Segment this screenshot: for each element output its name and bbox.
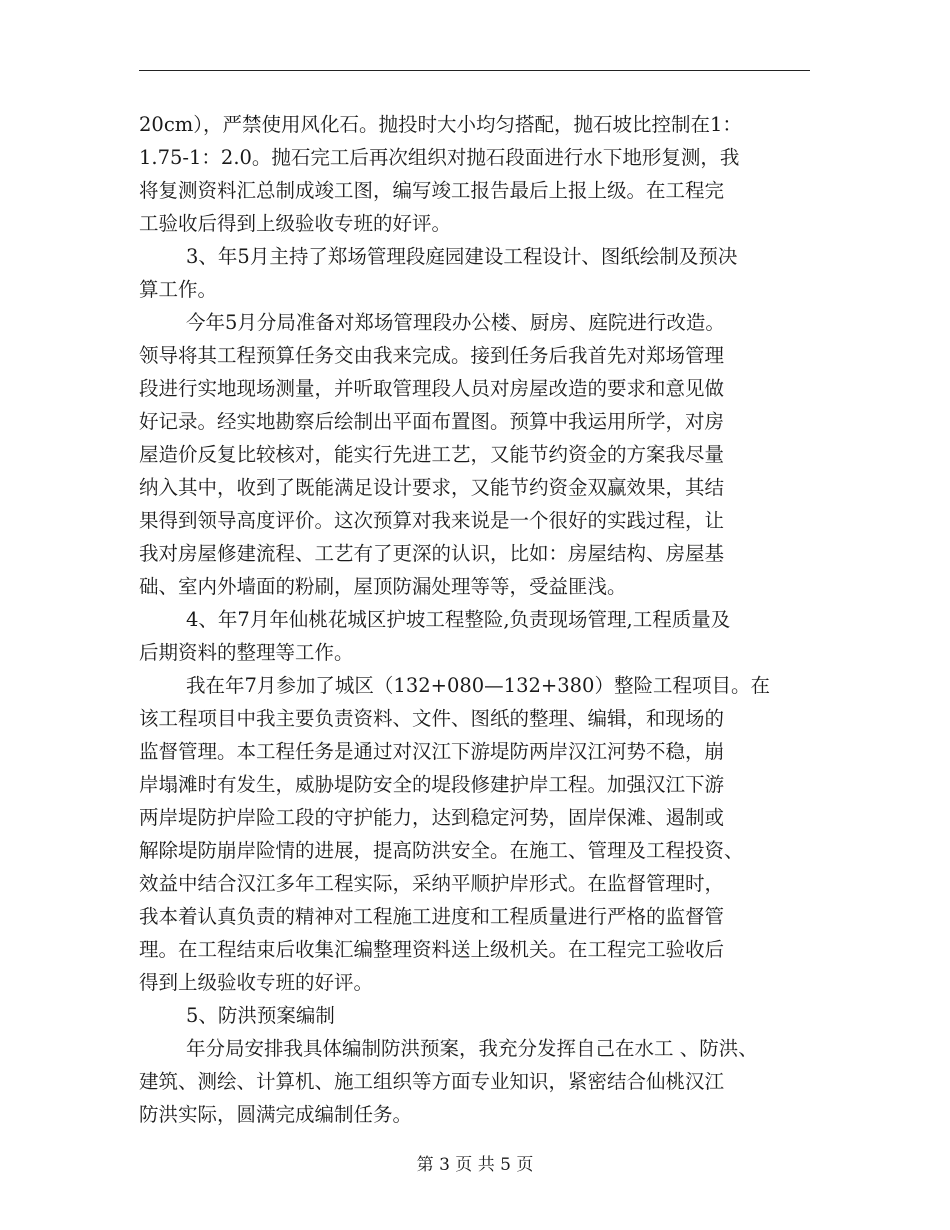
text-line: 监督管理。本工程任务是通过对汉江下游堤防两岸汉江河势不稳，崩 [139, 740, 725, 763]
text-line: 工验收后得到上级验收专班的好评。 [139, 212, 452, 235]
text-line: 今年5月分局准备对郑场管理段办公楼、厨房、庭院进行改造。 [186, 311, 725, 334]
text-line: 算工作。 [139, 278, 218, 301]
text-line: 得到上级验收专班的好评。 [139, 971, 374, 994]
text-line: 领导将其工程预算任务交由我来完成。接到任务后我首先对郑场管理 [139, 344, 725, 367]
text-line: 4、年7月年仙桃花城区护坡工程整险,负责现场管理,工程质量及 [186, 608, 731, 631]
header-rule [139, 70, 810, 71]
text-line: 该工程项目中我主要负责资料、文件、图纸的整理、编辑，和现场的 [139, 707, 725, 730]
text-line: 屋造价反复比较核对，能实行先进工艺，又能节约资金的方案我尽量 [139, 443, 725, 466]
text-line: 两岸堤防护岸险工段的守护能力，达到稳定河势，固岸保滩、遏制或 [139, 806, 725, 829]
text-line: 我本着认真负责的精神对工程施工进度和工程质量进行严格的监督管 [139, 905, 725, 928]
text-line: 将复测资料汇总制成竣工图，编写竣工报告最后上报上级。在工程完 [139, 179, 725, 202]
text-line: 段进行实地现场测量，并听取管理段人员对房屋改造的要求和意见做 [139, 377, 725, 400]
text-line: 解除堤防崩岸险情的进展，提高防洪安全。在施工、管理及工程投资、 [139, 839, 744, 862]
text-line: 年分局安排我具体编制防洪预案，我充分发挥自己在水工 、防洪、 [186, 1037, 758, 1060]
text-line: 纳入其中，收到了既能满足设计要求，又能节约资金双赢效果，其结 [139, 476, 725, 499]
text-line: 理。在工程结束后收集汇编整理资料送上级机关。在工程完工验收后 [139, 938, 725, 961]
text-line: 我对房屋修建流程、工艺有了更深的认识，比如：房屋结构、房屋基 [139, 542, 725, 565]
document-body [139, 108, 819, 1131]
text-line: 岸塌滩时有发生，威胁堤防安全的堤段修建护岸工程。加强汉江下游 [139, 773, 725, 796]
text-line: 我在年7月参加了城区（132+080—132+380）整险工程项目。在 [186, 674, 770, 697]
text-line: 础、室内外墙面的粉刷，屋顶防漏处理等等，受益匪浅。 [139, 575, 627, 598]
text-line: 好记录。经实地勘察后绘制出平面布置图。预算中我运用所学，对房 [139, 410, 725, 433]
text-line: 5、防洪预案编制 [186, 1004, 335, 1027]
text-line: 效益中结合汉江多年工程实际，采纳平顺护岸形式。在监督管理时， [139, 872, 725, 895]
text-line: 3、年5月主持了郑场管理段庭园建设工程设计、图纸绘制及预决 [186, 245, 738, 268]
text-line: 防洪实际，圆满完成编制任务。 [139, 1103, 413, 1126]
text-line: 1.75-1：2.0。抛石完工后再次组织对抛石段面进行水下地形复测，我 [139, 146, 740, 169]
page-number-footer: 第 3 页 共 5 页 [416, 1155, 534, 1175]
text-line: 果得到领导高度评价。这次预算对我来说是一个很好的实践过程，让 [139, 509, 725, 532]
text-line: 20cm），严禁使用风化石。抛投时大小均匀搭配，抛石坡比控制在1： [139, 113, 742, 136]
text-line: 后期资料的整理等工作。 [139, 641, 354, 664]
text-line: 建筑、测绘、计算机、施工组织等方面专业知识，紧密结合仙桃汉江 [139, 1070, 725, 1093]
